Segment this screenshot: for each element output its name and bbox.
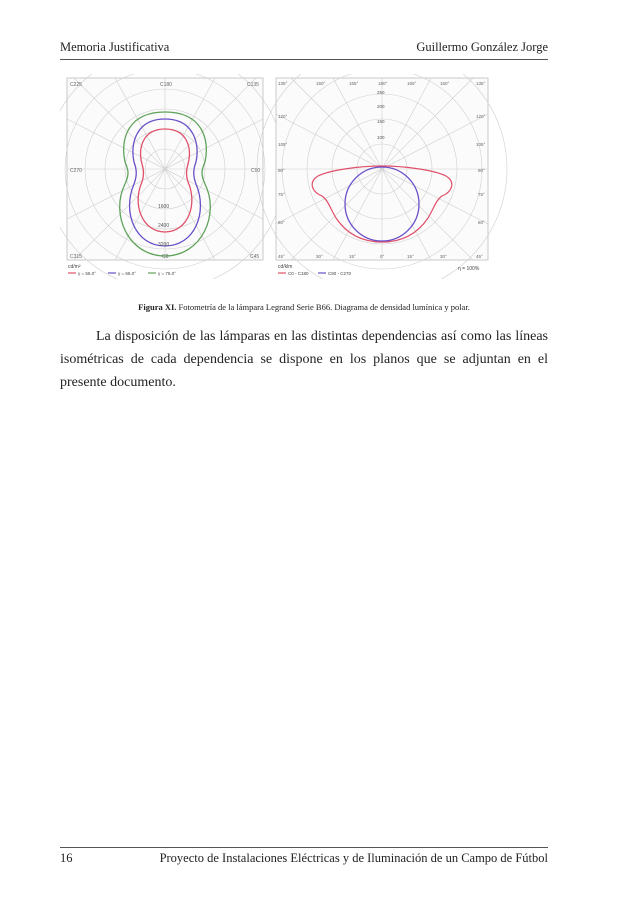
left-angle-105: 105°	[278, 142, 288, 147]
left-angle-120: 120°	[278, 114, 288, 119]
corner-c225: C225	[70, 82, 82, 88]
corner-c180: C180	[160, 82, 172, 88]
top-angle-3: 180°	[378, 81, 388, 86]
photometry-figure	[60, 74, 548, 279]
value-1600: 1600	[158, 204, 170, 210]
corner-c90: C90	[251, 168, 261, 174]
right-angle-60: 60°	[478, 220, 485, 225]
corner-c135: C135	[247, 82, 259, 88]
left-angle-75: 75°	[278, 192, 285, 197]
corner-c270: C270	[70, 168, 82, 174]
right-angle-120: 120°	[476, 114, 486, 119]
bottom-angle-30r: 30°	[440, 254, 447, 259]
top-angle-4: 165°	[407, 81, 417, 86]
radial-100: 100	[377, 135, 385, 140]
top-angle-5: 150°	[440, 81, 450, 86]
header-rule	[60, 59, 548, 60]
luminance-unit: cd/m²	[68, 264, 81, 270]
value-2400: 2400	[158, 223, 170, 229]
radial-150: 150	[377, 119, 385, 124]
figure-caption	[60, 302, 548, 312]
bottom-angle-15l: 15°	[349, 254, 356, 259]
polar-diagram	[257, 74, 507, 279]
left-angle-45: 45°	[278, 254, 285, 259]
right-angle-75: 75°	[478, 192, 485, 197]
page-number: 16	[60, 851, 73, 865]
corner-c0: C0	[162, 254, 169, 260]
footer-rule	[60, 847, 548, 848]
page-header	[60, 40, 548, 58]
right-angle-90: 90°	[478, 168, 485, 173]
left-angle-60: 60°	[278, 220, 285, 225]
value-3200: 3200	[158, 242, 170, 248]
top-angle-0: 135°	[278, 81, 288, 86]
bottom-angle-45r: 45°	[476, 254, 483, 259]
bottom-angle-30l: 30°	[316, 254, 323, 259]
legend-gamma-75: γ = 75.0°	[158, 271, 176, 276]
radial-200: 200	[377, 104, 385, 109]
caption-text: Fotometría de la lámpara Legrand Serie B66. Diagrama de densidad lumínica y polar.	[178, 302, 470, 312]
top-angle-1: 150°	[316, 81, 326, 86]
bottom-angle-0: 0°	[380, 254, 385, 259]
corner-c315: C315	[70, 254, 82, 260]
corner-c45: C45	[250, 254, 260, 260]
caption-label: Figura XI.	[138, 302, 177, 312]
legend-gamma-55: γ = 55.0°	[78, 271, 96, 276]
luminance-diagram	[60, 74, 285, 279]
header-left: Memoria Justificativa	[60, 40, 170, 54]
top-angle-6: 135°	[476, 81, 486, 86]
footer-title: Proyecto de Instalaciones Eléctricas y de Iluminación de un Campo de Fútbol	[159, 851, 548, 865]
photometry-svg	[60, 74, 548, 279]
header-right: Guillermo González Jorge	[416, 40, 548, 54]
polar-unit: cd/klm	[278, 264, 293, 270]
right-angle-105: 105°	[476, 142, 486, 147]
efficiency-label: η = 100%	[458, 266, 480, 272]
body-paragraph: La disposición de las lámparas en las distintas dependencias así como las líneas isométricas de cada dependencia se dispone en los planos que se adjuntan en el presente documento.	[60, 329, 548, 390]
radial-250: 250	[377, 90, 385, 95]
legend-gamma-65: γ = 65.0°	[118, 271, 136, 276]
top-angle-2: 165°	[349, 81, 359, 86]
legend-c90-c270: C90 - C270	[328, 271, 352, 276]
left-angle-90: 90°	[278, 168, 285, 173]
page-footer	[60, 851, 548, 869]
bottom-angle-15r: 15°	[407, 254, 414, 259]
legend-c0-c180: C0 - C180	[288, 271, 309, 276]
